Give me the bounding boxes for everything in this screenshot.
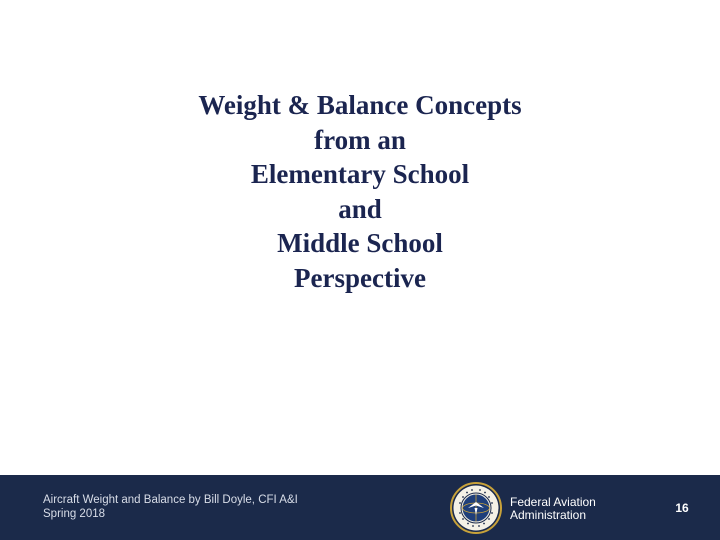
slide-title-line-6: Perspective [294, 262, 426, 293]
page-number: 16 [675, 501, 689, 515]
presentation-title: Aircraft Weight and Balance by Bill Doyle, CFI A&I [43, 494, 298, 506]
faa-seal-icon [449, 481, 503, 535]
presentation-date: Spring 2018 [43, 508, 106, 520]
slide-title-line-3: Elementary School [250, 159, 470, 189]
slide-title [0, 88, 720, 295]
slide-title-line-5: Middle School [277, 228, 443, 258]
slide-title-line-1: Weight & Balance Concepts [198, 90, 522, 120]
agency-name-line-1: Federal Aviation [510, 495, 596, 509]
agency-name [510, 496, 596, 522]
slide-title-line-4: and [338, 193, 382, 224]
slide-title-line-2: from an [314, 124, 406, 155]
agency-name-line-2: Administration [510, 508, 587, 522]
presentation-info [43, 493, 298, 521]
footer-bar [0, 475, 720, 540]
